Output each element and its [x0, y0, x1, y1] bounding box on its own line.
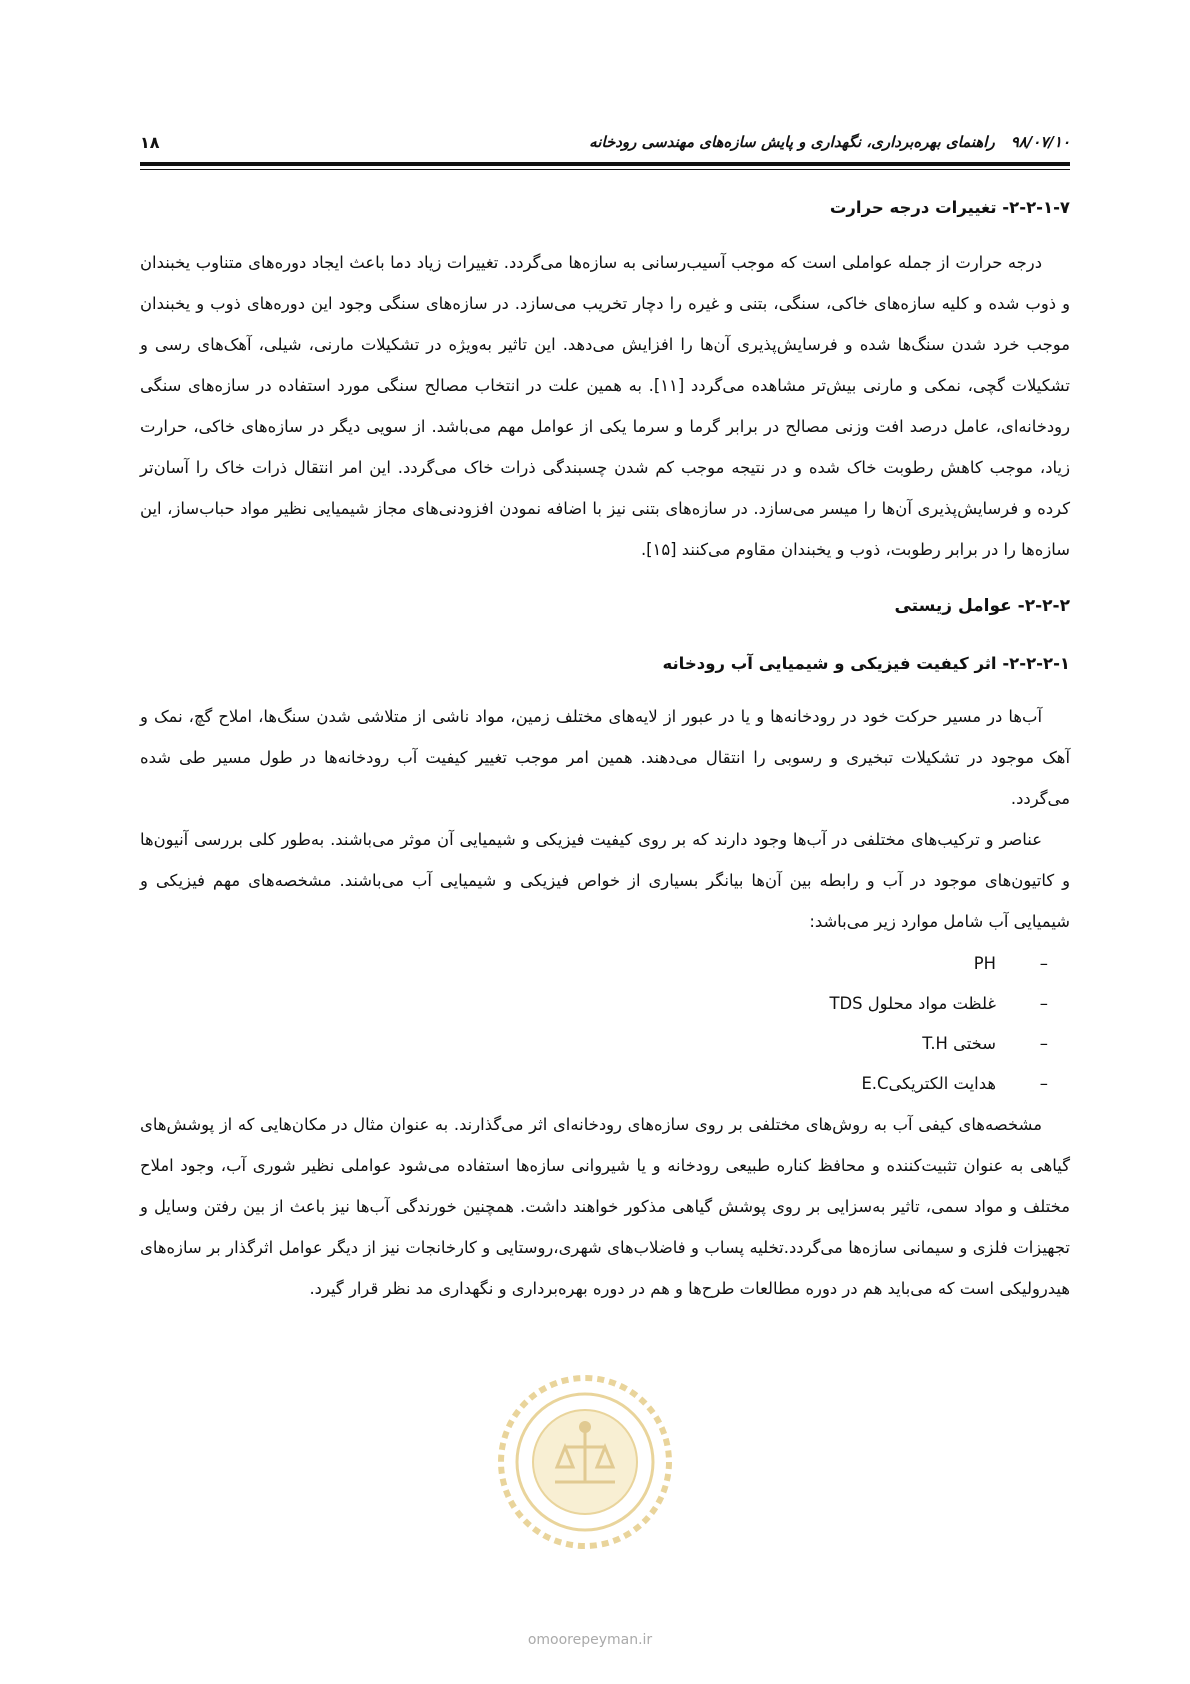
- list-item-text: غلظت مواد محلول TDS: [829, 994, 996, 1013]
- paragraph-water-effects: مشخصه‌های کیفی آب به روش‌های مختلفی بر روی سازه‌های رودخانه‌ای اثر می‌گذارند. به عنوان مثال در مکان‌هایی که از پوشش‌های گیاهی به عنوان تثبیت‌کننده و محافظ کناره طبیعی رودخانه و یا شیروانی سازه‌ها استفاده می‌شود عواملی نظیر شوری آب، وجود املاح مختلف و مواد سمی، تاثیر به‌سزایی بر روی پوشش گیاهی مذکور خواهند داشت. همچنین خورندگی آب‌ها نیز باعث از بین رفتن وسایل و تجهیزات فلزی و سیمانی سازه‌ها می‌گردد.تخلیه پساب و فاضلاب‌های شهری،روستایی و کارخانجات نیز از دیگر عوامل اثرگذار بر سازه‌های هیدرولیکی است که می‌باید هم در دوره مطالعات طرح‌ها و هم در دوره بهره‌برداری و نگهداری مد نظر قرار گیرد.: [140, 1115, 1070, 1298]
- list-item-text: PH: [973, 954, 996, 973]
- watermark-url: omoorepeyman.ir: [527, 1632, 653, 1648]
- page-header: [140, 122, 1070, 162]
- watermark-seal-icon: [495, 1372, 675, 1552]
- header-rule-thin: [140, 169, 1070, 170]
- water-properties-list: [140, 944, 1070, 1104]
- main-content: [140, 185, 1070, 1309]
- running-title: [589, 133, 1070, 151]
- header-date: ۹۸/۰۷/۱۰: [1010, 133, 1070, 151]
- list-item-text: سختی T.H: [922, 1034, 996, 1053]
- list-item: [140, 984, 1048, 1024]
- list-item-text: هدایت الکتریکیE.C: [861, 1074, 996, 1093]
- paragraph-water-transport: آب‌ها در مسیر حرکت خود در رودخانه‌ها و یا در عبور از لایه‌های مختلف زمین، مواد ناشی از متلاشی شدن سنگ‌ها، املاح گچ، نمک و آهک موجود در تشکیلات تبخیری و رسوبی را انتقال می‌دهند. همین امر موجب تغییر کیفیت آب رودخانه‌ها در طول مسیر طی شده می‌گردد.: [140, 707, 1070, 808]
- list-item: [140, 1024, 1048, 1064]
- header-title-text: راهنمای بهره‌برداری، نگهداری و پایش سازه‌های مهندسی رودخانه: [589, 133, 995, 151]
- list-dash: –: [1039, 954, 1048, 973]
- list-item: [140, 1064, 1048, 1104]
- list-dash: –: [1039, 1034, 1048, 1053]
- section-heading-biological: ۲-۲-۲- عوامل زیستی: [894, 596, 1070, 616]
- page-number: ۱۸: [140, 132, 160, 152]
- section-heading-temperature: ۲-۲-۱-۷- تغییرات درجه حرارت: [829, 198, 1070, 217]
- header-rule-thick: [140, 162, 1070, 166]
- list-dash: –: [1039, 994, 1048, 1013]
- paragraph-water-elements: عناصر و ترکیب‌های مختلفی در آب‌ها وجود دارند که بر روی کیفیت فیزیکی و شیمیایی آن موثر می‌باشند. به‌طور کلی بررسی آنیون‌ها و کاتیون‌های موجود در آب و رابطه بین آن‌ها بیانگر بسیاری از خواص فیزیکی و شیمیایی آب می‌باشند. مشخصه‌های مهم فیزیکی و شیمیایی آب شامل موارد زیر می‌باشد:: [140, 830, 1070, 931]
- list-dash: –: [1039, 1074, 1048, 1093]
- paragraph-temperature: درجه حرارت از جمله عواملی است که موجب آسیب‌رسانی به سازه‌ها می‌گردد. تغییرات زیاد دما باعث ایجاد دوره‌های متناوب یخبندان و ذوب شده و کلیه سازه‌های خاکی، سنگی، بتنی و غیره را دچار تخریب می‌سازد. در سازه‌های سنگی وجود این دوره‌های ذوب و یخبندان موجب خرد شدن سنگ‌ها شده و فرسایش‌پذیری آن‌ها را افزایش می‌دهد. این تاثیر به‌ویژه در تشکیلات مارنی، شیلی، آهک‌های رسی و تشکیلات گچی، نمکی و مارنی بیش‌تر مشاهده می‌گردد [۱۱]. به همین علت در انتخاب مصالح سنگی مورد استفاده در سازه‌های سنگی رودخانه‌ای، عامل درصد افت وزنی مصالح در برابر گرما و سرما یکی از عوامل مهم می‌باشد. از سویی دیگر در سازه‌های خاکی، حرارت زیاد، موجب کاهش رطوبت خاک شده و در نتیجه موجب کم شدن چسبندگی ذرات خاک می‌گردد. این امر انتقال ذرات خاک را آسان‌تر کرده و فرسایش‌پذیری آن‌ها را میسر می‌سازد. در سازه‌های بتنی نیز با اضافه نمودن افزودنی‌های مجاز شیمیایی نظیر مواد حباب‌ساز، این سازه‌ها را در برابر رطوبت، ذوب و یخبندان مقاوم می‌کنند [۱۵].: [140, 253, 1070, 559]
- list-item: [140, 944, 1048, 984]
- section-heading-water-quality: ۲-۲-۲-۱- اثر کیفیت فیزیکی و شیمیایی آب رودخانه: [662, 654, 1070, 673]
